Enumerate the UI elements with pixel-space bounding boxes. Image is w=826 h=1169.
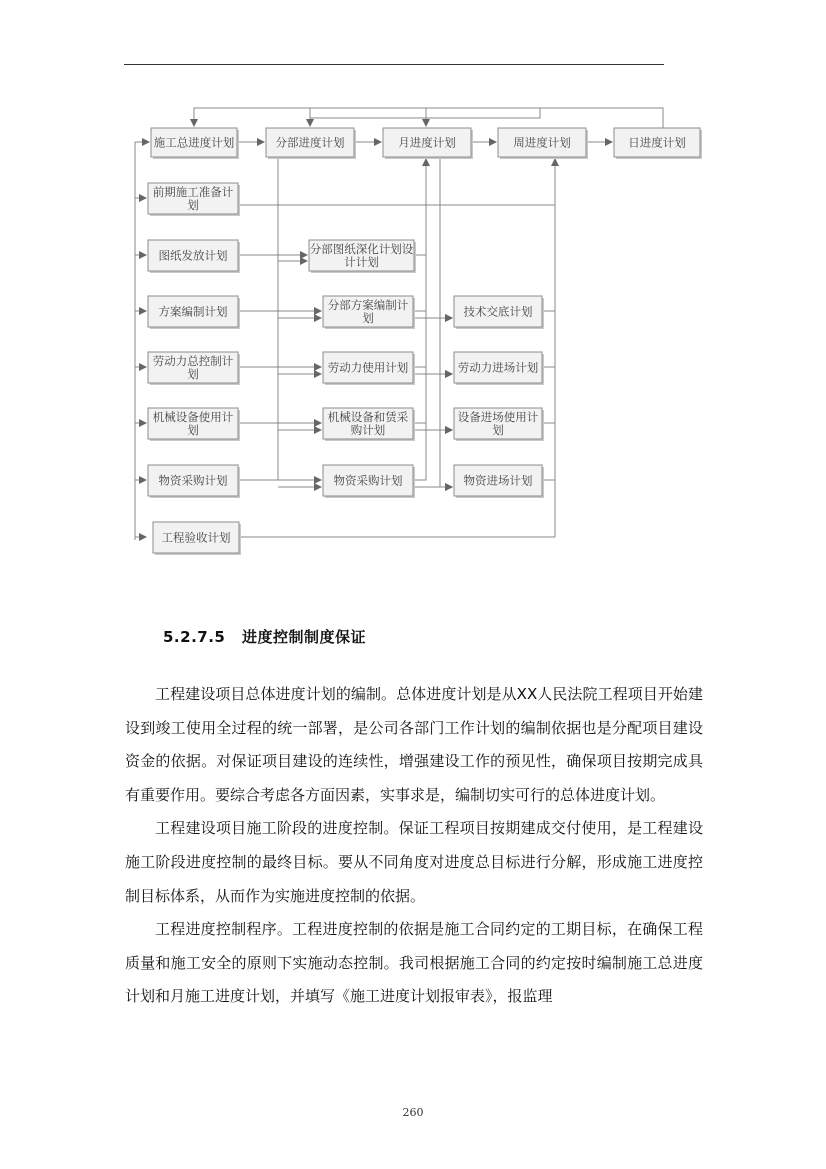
flow-node-n16	[323, 408, 415, 441]
flow-node-label: 劳动力进场计划	[457, 360, 539, 375]
flow-node-label: 分部方案编制计	[327, 298, 409, 312]
flow-node-n6	[148, 183, 240, 216]
flow-node-n13	[323, 352, 415, 385]
flow-node-label: 物资采购计划	[333, 473, 403, 488]
flow-node-n2	[266, 128, 356, 159]
section-title: 进度控制制度保证	[242, 628, 367, 646]
flow-node-label: 物资进场计划	[463, 473, 533, 488]
page-number: 260	[402, 1106, 424, 1119]
body-text	[125, 678, 703, 1014]
flow-node-n19	[323, 465, 415, 498]
flow-node-label: 计计划	[344, 255, 379, 269]
flow-node-n10	[323, 296, 415, 329]
flow-node-n11	[454, 296, 544, 329]
flow-node-n20	[454, 465, 544, 498]
flow-connector	[415, 159, 426, 255]
flow-node-label: 分部进度计划	[275, 135, 345, 150]
paragraph-1: 工程建设项目总体进度计划的编制。总体进度计划是从XX人民法院工程项目开始建设到竣工使用全过程的统一部署，是公司各部门工作计划的编制依据也是分配项目建设资金的依据。对保证项目建设的连续性，增强建设工作的预见性，确保项目按期完成具有重要作用。要综合考虑各方面因素，实事求是，编制切实可行的总体进度计划。	[125, 685, 703, 804]
flow-node-label: 设备进场使用计	[457, 410, 539, 424]
flow-node-label: 日进度计划	[628, 135, 686, 150]
flow-node-label: 划	[187, 423, 199, 437]
flow-node-label: 周进度计划	[513, 135, 571, 150]
flow-node-label: 工程验收计划	[161, 530, 231, 545]
flow-node-label: 方案编制计划	[158, 304, 228, 319]
flow-node-label: 机械设备使用计	[152, 410, 234, 424]
flow-node-label: 物资采购计划	[158, 473, 228, 488]
flow-node-n15	[148, 408, 240, 441]
paragraph-2: 工程建设项目施工阶段的进度控制。保证工程项目按期建成交付使用，是工程建设施工阶段进度控制的最终目标。要从不同角度对进度总目标进行分解，形成施工进度控制目标体系，从而作为实施进度控制的依据。	[125, 819, 703, 905]
flow-node-label: 划	[492, 423, 504, 437]
flow-node-label: 前期施工准备计	[152, 185, 234, 199]
section-heading	[163, 626, 366, 647]
flow-node-n17	[454, 408, 544, 441]
flow-node-n18	[148, 465, 240, 498]
flow-node-n8	[309, 240, 416, 273]
flow-node-label: 划	[187, 367, 199, 381]
flow-node-label: 月进度计划	[398, 135, 456, 150]
flow-node-n5	[614, 128, 702, 159]
flow-node-label: 分部图纸深化计划设	[309, 242, 414, 256]
paragraph-3: 工程进度控制程序。工程进度控制的依据是施工合同约定的工期目标，在确保工程质量和施工安全的原则下实施动态控制。我司根据施工合同的约定按时编制施工总进度计划和月施工进度计划，并填写《施工进度计划报审表》，报监理	[125, 920, 703, 1006]
flow-node-n4	[498, 128, 588, 159]
section-number: 5.2.7.5	[163, 628, 226, 646]
flow-node-n21	[153, 522, 241, 555]
flow-node-label: 机械设备和赁采	[327, 410, 409, 424]
flow-connector	[310, 108, 540, 118]
flow-node-label: 图纸发放计划	[158, 248, 228, 263]
flow-node-n14	[454, 352, 544, 385]
flow-node-n12	[148, 352, 240, 385]
flow-node-label: 技术交底计划	[463, 304, 533, 319]
flow-node-n9	[148, 296, 240, 329]
flow-node-label: 施工总进度计划	[153, 135, 235, 150]
flow-node-label: 划	[362, 311, 374, 325]
flow-node-label: 购计划	[350, 423, 386, 437]
flow-node-label: 划	[187, 198, 199, 212]
flow-node-n3	[383, 128, 473, 159]
flow-node-label: 劳动力总控制计	[152, 354, 234, 368]
flow-node-n1	[151, 128, 239, 159]
flow-node-label: 劳动力使用计划	[327, 360, 409, 375]
flow-node-n7	[148, 240, 240, 273]
